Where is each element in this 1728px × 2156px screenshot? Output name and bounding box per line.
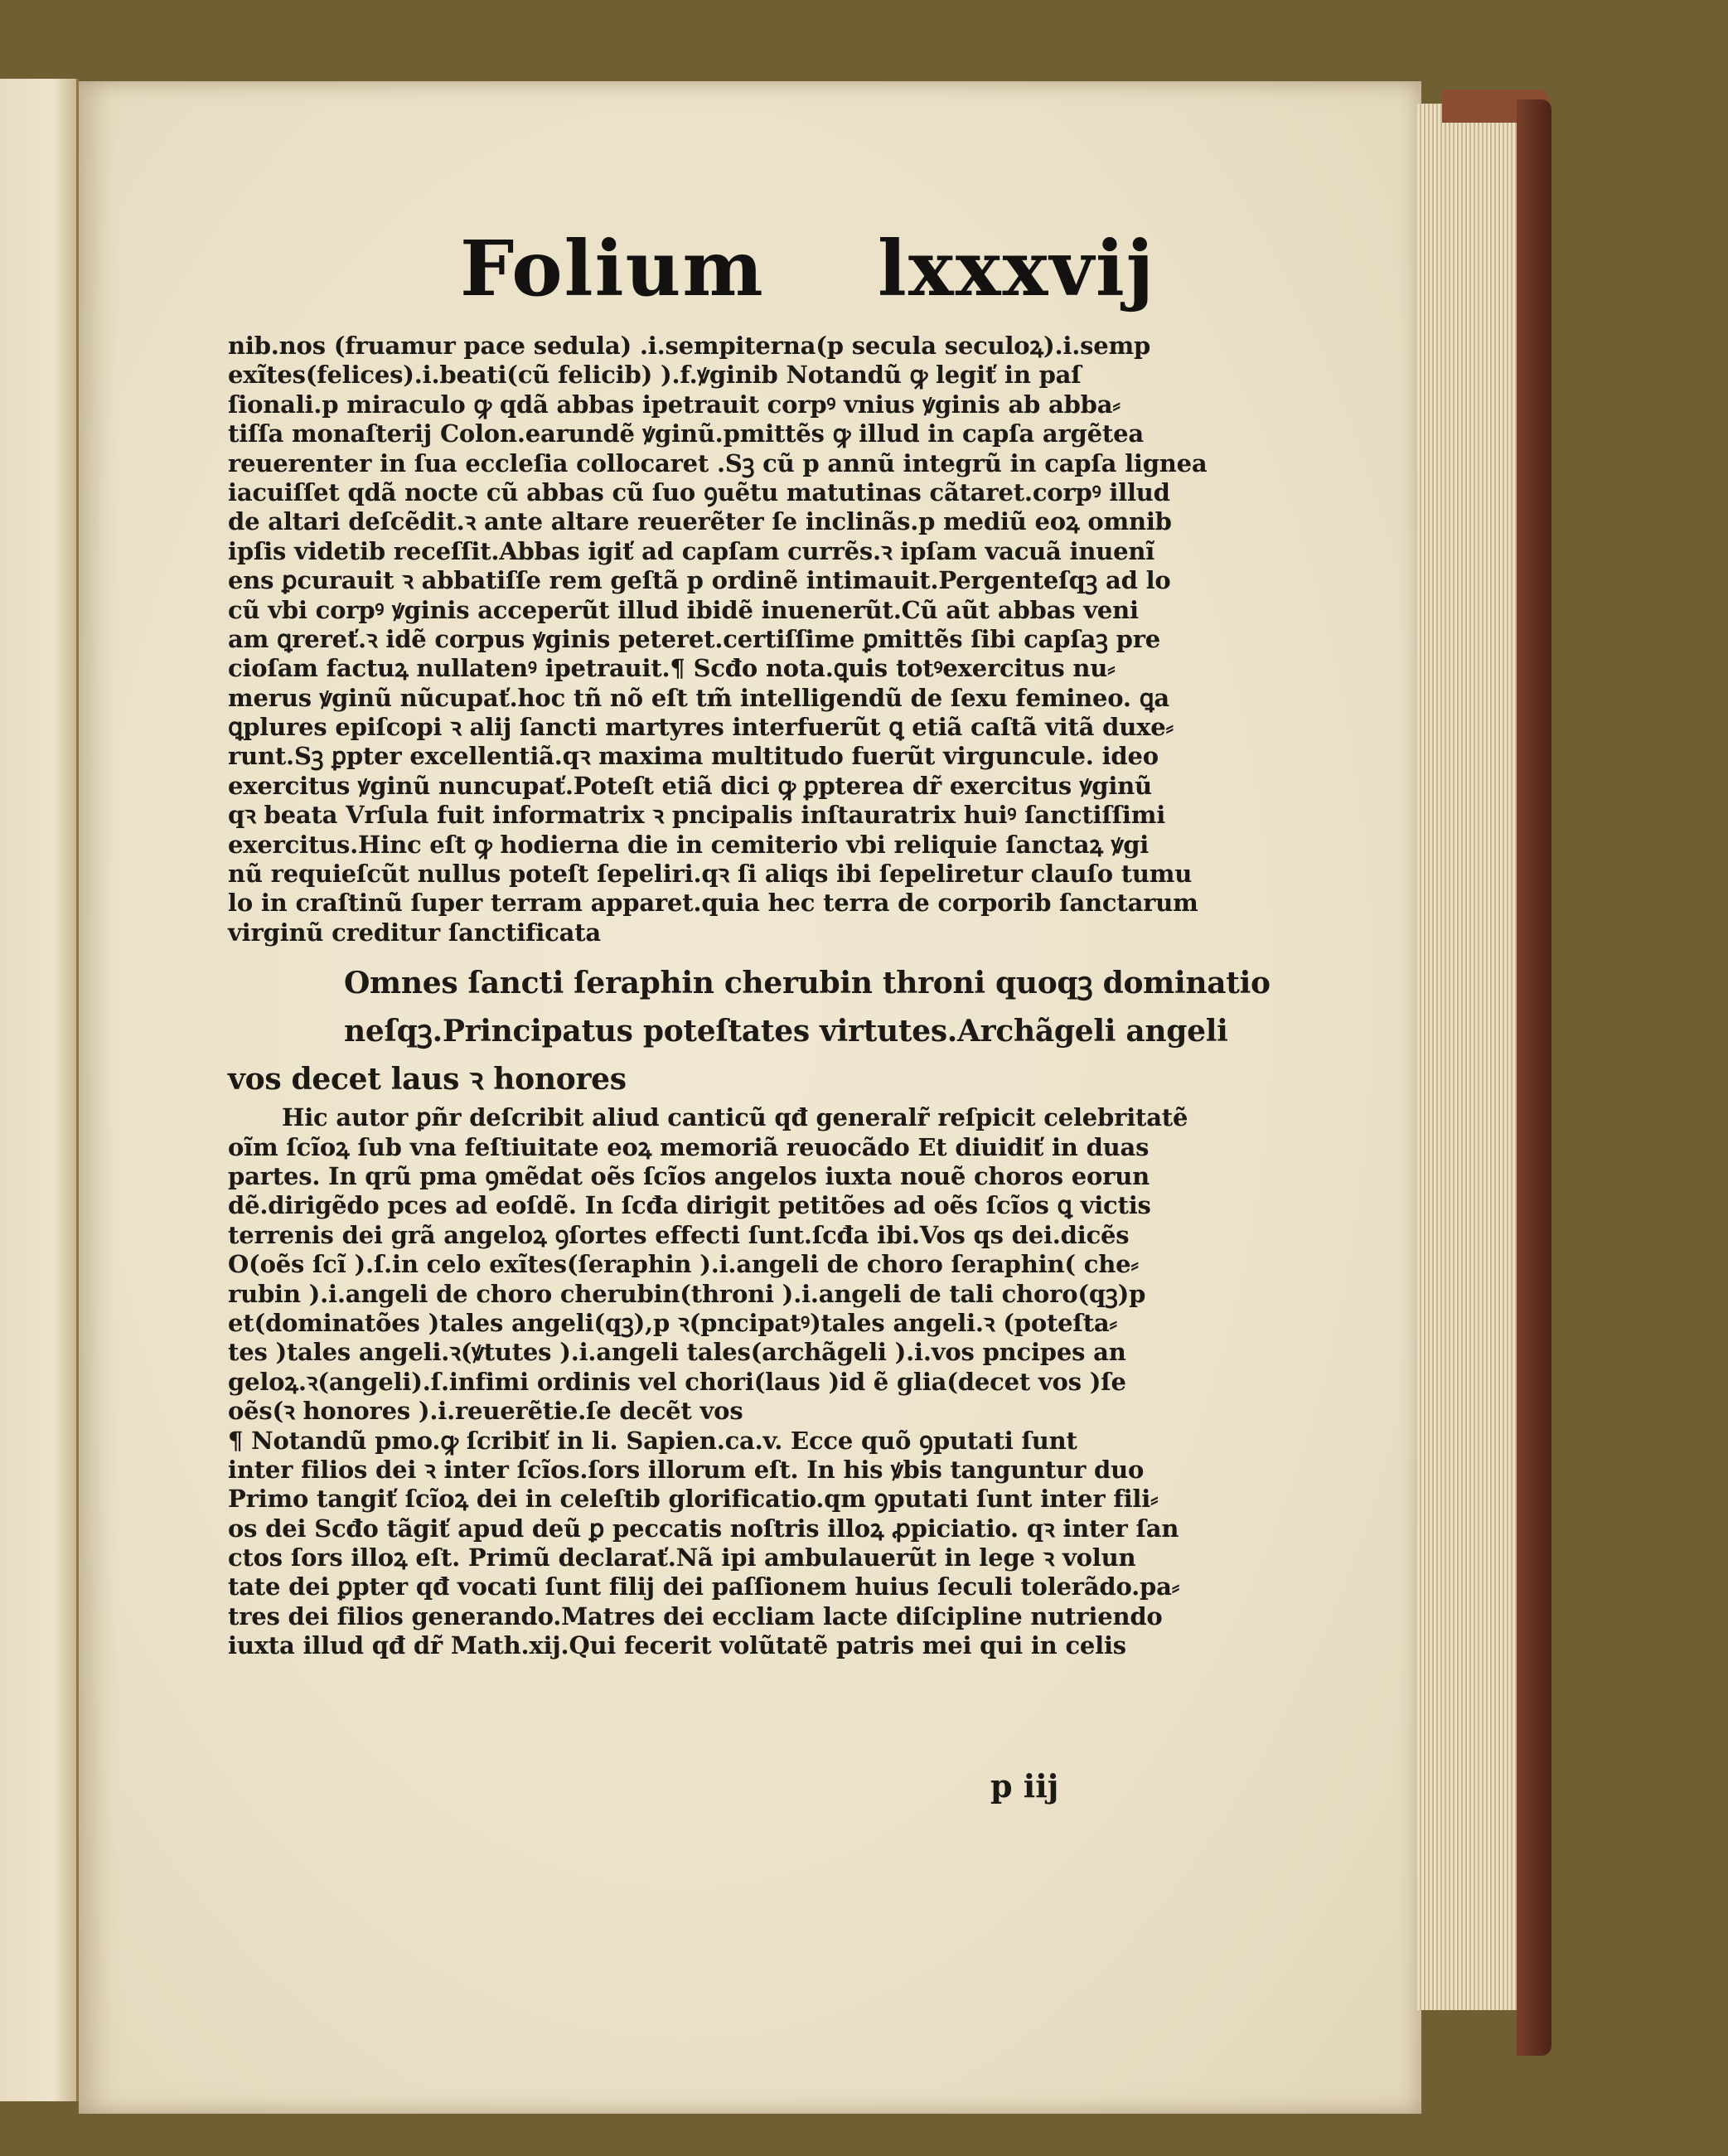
text-line: virginũ creditur ſanctificata — [228, 918, 601, 947]
folio-heading — [460, 224, 1156, 313]
text-line: exĩtes(felices).i.beati(cũ felicib) ).f.ꝟginib Notandũ ꝙ legiť in paſ — [228, 361, 1082, 390]
text-line: iacuiſſet qdã nocte cũ abbas cũ ſuo ꝯuẽtu matutinas cãtaret.corpꝰ illud — [228, 477, 1170, 506]
text-line: runt.Sꝫ ꝑpter excellentiã.qꝛ maxima multitudo fuerũt virguncule. ideo — [228, 742, 1159, 771]
commentary-bottom — [228, 1103, 1188, 1660]
text-line: os dei Scđo tãgiť apud deũ ꝑ peccatis noſtris illoꝝ ꝓpiciatio. qꝛ inter ſan — [228, 1514, 1179, 1543]
text-line: reuerenter in ſua eccleſia collocaret .Sꝫ cũ p annũ integrũ in capſa lignea — [228, 448, 1208, 477]
hymn-line: Omnes ſancti ſeraphin cherubin throni quoqꝫ dominatio — [344, 966, 1271, 1001]
text-line: terrenis dei grã angeloꝝ ꝯſortes effecti ſunt.ſcđa ibi.Vos qs dei.dicẽs — [228, 1220, 1130, 1249]
text-line: rubin ).i.angeli de choro cherubin(throni ).i.angeli de tali choro(qꝫ)p — [228, 1279, 1146, 1308]
commentary-top — [228, 332, 1208, 947]
text-line: oẽs(ꝛ honores ).i.reuerẽtie.ſe decẽt vos — [228, 1397, 743, 1426]
page-edges — [1417, 104, 1522, 2010]
text-line: merus ꝟginũ nũcupať.hoc tñ nõ eſt tm̃ intelligendũ de ſexu femineo. ꝗa — [228, 683, 1169, 712]
text-line: tiſſa monaſterij Colon.earundẽ ꝟginũ.pmittẽs ꝙ illud in capſa argẽtea — [228, 419, 1144, 448]
text-line: nũ requieſcũt nullus poteſt ſepeliri.qꝛ ſi aliqs ibi ſepeliretur clauſo tumu — [228, 860, 1193, 889]
text-line: et(dominatões )tales angeli(qꝫ),p ꝛ(pncipatꝰ)tales angeli.ꝛ (poteſta⸗ — [228, 1308, 1117, 1337]
text-line: Hic autor ꝑñr deſcribit aliud canticũ qđ generalr̃ reſpicit celebritatẽ — [282, 1103, 1188, 1132]
hymn-line: neſqꝫ.Principatus poteſtates virtutes.Archãgeli angeli — [344, 1014, 1228, 1049]
facing-page — [0, 79, 79, 2101]
text-line: dẽ.dirigẽdo pces ad eoſdẽ. In ſcđa dirigit petitões ad oẽs ſcĩos ꝗ victis — [228, 1191, 1151, 1220]
text-line: geloꝝ.ꝛ(angeli).ſ.infimi ordinis vel chori(laus )id ẽ glia(decet vos )ſe — [228, 1367, 1126, 1396]
text-line: tres dei filios generando.Matres dei eccliam lacte diſcipline nutriendo — [228, 1601, 1163, 1630]
text-line: am ꝗrereť.ꝛ idẽ corpus ꝟginis peteret.certiſſime ꝑmittẽs ſibi capſaꝫ pre — [228, 624, 1161, 653]
text-line: tes )tales angeli.ꝛ(ꝟtutes ).i.angeli tales(archãgeli ).i.vos pncipes an — [228, 1338, 1126, 1367]
text-line: ſionali.p miraculo ꝙ qdã abbas ipetrauit corpꝰ vnius ꝟginis ab abba⸗ — [228, 390, 1121, 419]
folio-word: Folium — [460, 224, 765, 313]
hymn-line: vos decet laus ꝛ honores — [228, 1062, 627, 1097]
text-line: ipſis videtib receſſit.Abbas igiť ad capſam currẽs.ꝛ ipſam vacuã inuenĩ — [228, 536, 1155, 565]
text-line: ꝗplures epiſcopi ꝛ alij ſancti martyres interfuerũt ꝗ etiã caſtã vitã duxe⸗ — [228, 713, 1174, 742]
hymn-text — [228, 959, 1271, 1103]
book-cover — [1517, 99, 1551, 2056]
text-line: inter filios dei ꝛ inter ſcĩos.ſors illorum eſt. In his ꝟbis tanguntur duo — [228, 1455, 1145, 1484]
text-line: nib.nos (fruamur pace sedula) .i.sempiterna(p secula seculoꝝ).i.semp — [228, 332, 1151, 360]
folio-number: lxxxvij — [877, 224, 1156, 313]
text-line: oĩm ſcĩoꝝ ſub vna feſtiuitate eoꝝ memoriã reuocãdo Et diuidiť in duas — [228, 1132, 1150, 1161]
text-line: lo in craſtinũ ſuper terram apparet.quia hec terra de corporib ſanctarum — [228, 889, 1198, 918]
text-line: O(oẽs ſcĩ ).ſ.in celo exĩtes(ſeraphin ).i.angeli de choro ſeraphin( che⸗ — [228, 1250, 1139, 1279]
text-block — [228, 332, 1271, 1661]
text-line: Primo tangiť ſcĩoꝝ dei in celeſtib glorificatio.qm ꝯputati ſunt inter fili⸗ — [228, 1485, 1159, 1514]
text-line: cũ vbi corpꝰ ꝟginis acceperũt illud ibidẽ inuenerũt.Cũ aũt abbas veni — [228, 595, 1139, 624]
signature-mark: p iij — [990, 1767, 1059, 1805]
text-line: exercitus ꝟginũ nuncupať.Poteſt etiã dici ꝙ ꝑpterea dr̃ exercitus ꝟginũ — [228, 771, 1152, 800]
text-line: ¶ Notandũ pmo.ꝙ ſcribiť in li. Sapien.ca.v. Ecce quõ ꝯputati ſunt — [228, 1426, 1077, 1455]
text-line: partes. In qrũ pma ꝯmẽdat oẽs ſcĩos angelos iuxta nouẽ choros eorun — [228, 1161, 1150, 1190]
text-line: ens ꝑcurauit ꝛ abbatiſſe rem geſtã p ordinẽ intimauit.Pergenteſqꝫ ad lo — [228, 566, 1171, 595]
text-line: cioſam factuꝝ nullatenꝰ ipetrauit.¶ Scđo nota.ꝗuis totꝰexercitus nu⸗ — [228, 654, 1116, 683]
text-line: iuxta illud qđ dr̃ Math.xij.Qui fecerit volũtatẽ patris mei qui in celis — [228, 1631, 1126, 1660]
text-line: tate dei ꝑpter qđ vocati ſunt filij dei paſſionem huius ſeculi tolerãdo.pa⸗ — [228, 1572, 1180, 1601]
text-line: qꝛ beata Vrſula fuit informatrix ꝛ pncipalis inſtauratrix huiꝰ ſanctiſſimi — [228, 801, 1166, 830]
text-line: exercitus.Hinc eſt ꝙ hodierna die in cemiterio vbi reliquie ſanctaꝝ ꝟgi — [228, 830, 1150, 859]
text-line: ctos ſors illoꝝ eſt. Primũ declarať.Nã ipi ambulauerũt in lege ꝛ volun — [228, 1543, 1136, 1572]
spacer — [228, 947, 1127, 959]
text-line: de altari deſcẽdit.ꝛ ante altare reuerẽter ſe inclinãs.p mediũ eoꝝ omnib — [228, 507, 1172, 536]
